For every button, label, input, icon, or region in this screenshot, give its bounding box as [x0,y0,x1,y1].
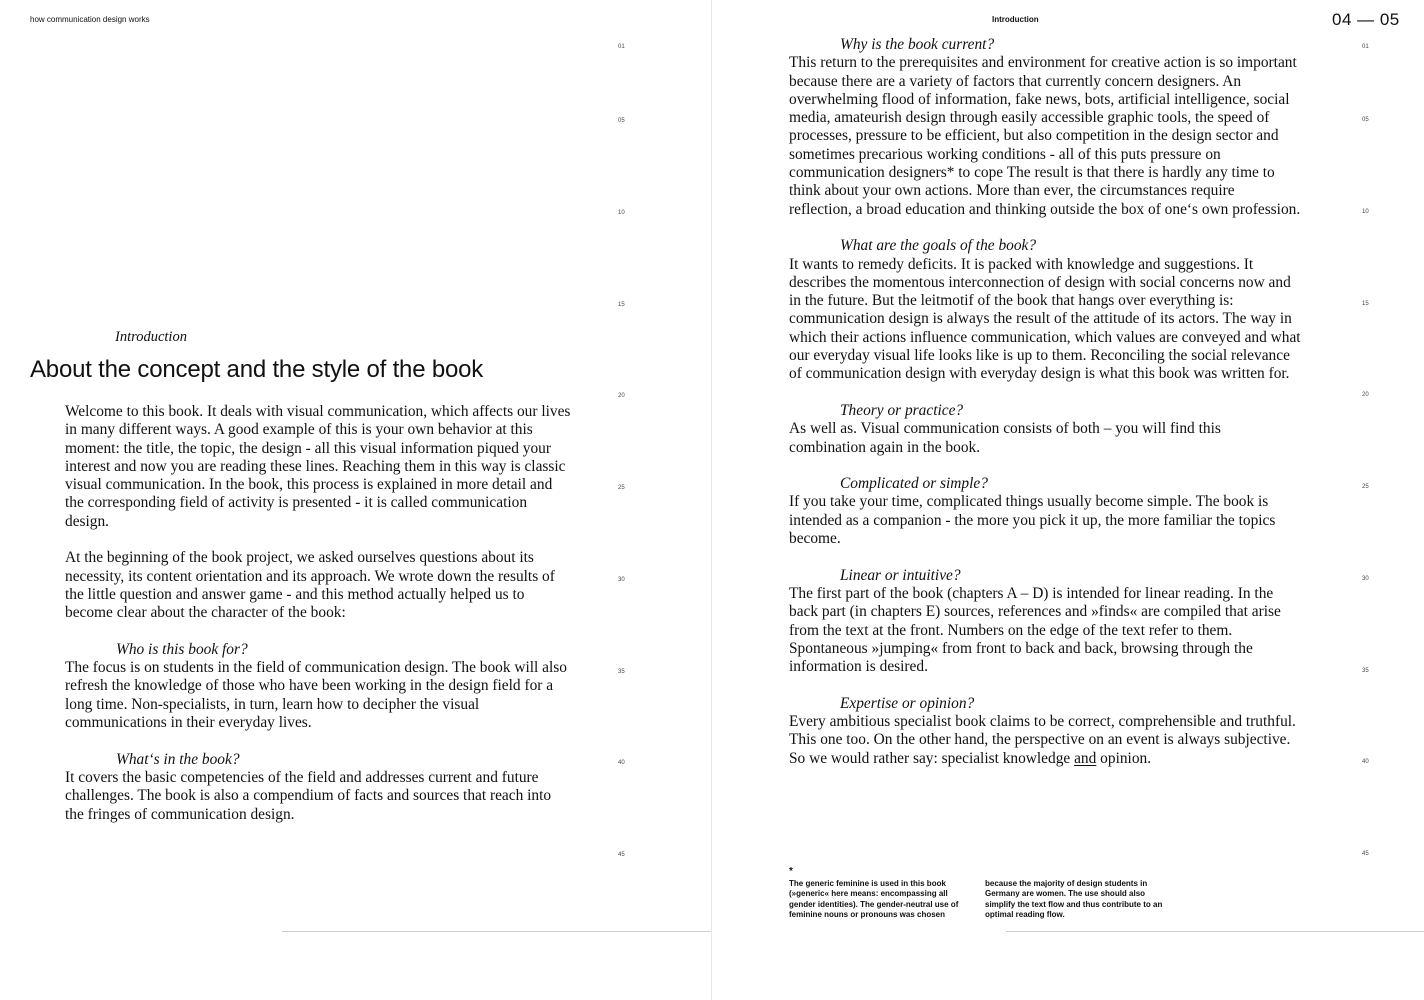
answer-paragraph: The focus is on students in the field of communication design. The book will also refresh the knowledge of those who have been working in the design field for a long time. Non-specialists, in turn, learn how to decipher the visual communications in their everyday lives. [65,659,567,732]
line-number: 45 [1362,851,1369,857]
line-number: 35 [1362,668,1369,674]
answer-paragraph: This return to the prerequisites and environment for creative action is so important because there are a variety of factors that currently concern designers. An overwhelming flood of information, fake news, bots, artificial intelligence, social media, amateurish design through easily accessible graphic tools, the speed of processes, pressure to be efficient, but also competition in the design sector and sometimes precarious working conditions - all of this puts pressure on communication designers* to cope The result is that there is hardly any time to think about your own actions. More than ever, the circumstances require reflection, a broad education and thinking outside the box of one‘s own profession. [789,54,1301,218]
line-number: 30 [1362,576,1369,582]
line-number: 10 [618,210,625,216]
question-heading: What‘s in the book? [116,750,240,768]
question-heading: Theory or practice? [840,401,964,419]
line-number: 45 [618,852,625,858]
line-number: 15 [1362,301,1369,307]
line-number: 05 [618,118,625,124]
line-number: 10 [1362,209,1369,215]
line-number: 01 [618,44,625,50]
answer-text: opinion. [1096,749,1152,767]
paragraph: Welcome to this book. It deals with visual communication, which affects our lives in many different ways. A good example of this is your own behavior at this moment: the title, the topic, the design - all this visual information piqued your interest and now you are reading these lines. Reaching them in this way is classic visual communication. In the book, this process is explained in more detail and the corresponding field of activity is presented - it is called communication design. [65,403,571,530]
answer-paragraph: The first part of the book (chapters A – D) is intended for linear reading. In the back part (in chapters E) sources, references and »finds« are compiled that arise from the text at the front. Numbers on the edge of the text refer to them. Spontaneous »jumping« from front to back and back, browsing through the information is desired. [789,584,1281,676]
running-head-left: how communication design works [30,15,150,24]
question-heading: Expertise or opinion? [840,694,975,712]
line-number: 40 [1362,759,1369,765]
question-heading: What are the goals of the book? [840,237,1037,255]
line-number: 35 [618,669,625,675]
paragraph: At the beginning of the book project, we asked ourselves questions about its necessity, its content orientation and its approach. We wrote down the results of the little question and answer game - and this method actually helped us to become clear about the character of the book: [65,549,555,622]
answer-paragraph: As well as. Visual communication consists of both – you will find this combination again in the book. [789,420,1221,456]
line-number: 20 [618,393,625,399]
line-number: 30 [618,577,625,583]
page-title: About the concept and the style of the book [30,356,484,383]
answer-paragraph: It wants to remedy deficits. It is packed with knowledge and suggestions. It describes the momentous interconnection of design with social concerns now and in the future. But the leitmotif of the book that hangs over everything is: communication design is always the result of the attitude of its actors. The way in which their actions influence communication, which values are conveyed and what our everyday visual life looks like is up to them. Reconciling the social relevance of communication design with everyday design is what this book was written for. [789,255,1301,383]
footer-rule-right [1006,931,1424,932]
page-number: 04 — 05 [1332,10,1400,29]
footnote-column-2: because the majority of design students in Germany are women. The use should also simplify the text flow and thus contribute to an optimal reading flow. [985,879,1163,920]
question-heading: Complicated or simple? [840,475,988,493]
left-body-text [65,403,573,824]
right-page [712,0,1424,1000]
section-kicker: Introduction [115,329,187,345]
footer-rule-left [282,931,712,932]
right-body-text [789,36,1301,768]
line-number: 01 [1362,44,1369,50]
footnote-marker: * [789,866,793,877]
answer-paragraph [789,713,1301,768]
line-number: 25 [1362,484,1369,490]
running-head-right: Introduction [992,15,1039,24]
question-heading: Who is this book for? [116,640,248,658]
line-number: 15 [618,302,625,308]
answer-text: Every ambitious specialist book claims to be correct, comprehensible and truthful. This one too. On the other hand, the perspective on an event is always subjective. So we would rather say: specialist knowledge [789,712,1296,767]
line-number: 05 [1362,117,1369,123]
line-number: 20 [1362,392,1369,398]
answer-paragraph: It covers the basic competencies of the field and addresses current and future challenges. The book is also a compendium of facts and sources that reach into the fringes of communication design. [65,768,552,823]
question-heading: Linear or intuitive? [840,566,961,584]
footnote-column-1: The generic feminine is used in this book (»generic« here means: encompassing all gender identities). The gender-neutral use of feminine nouns or pronouns was chosen [789,879,959,920]
line-number: 25 [618,485,625,491]
question-heading: Why is the book current? [840,36,995,53]
line-number: 40 [618,760,625,766]
underlined-word: and [1074,749,1097,767]
answer-paragraph: If you take your time, complicated things usually become simple. The book is intended as a companion - the more you pick it up, the more familiar the topics become. [789,493,1276,548]
